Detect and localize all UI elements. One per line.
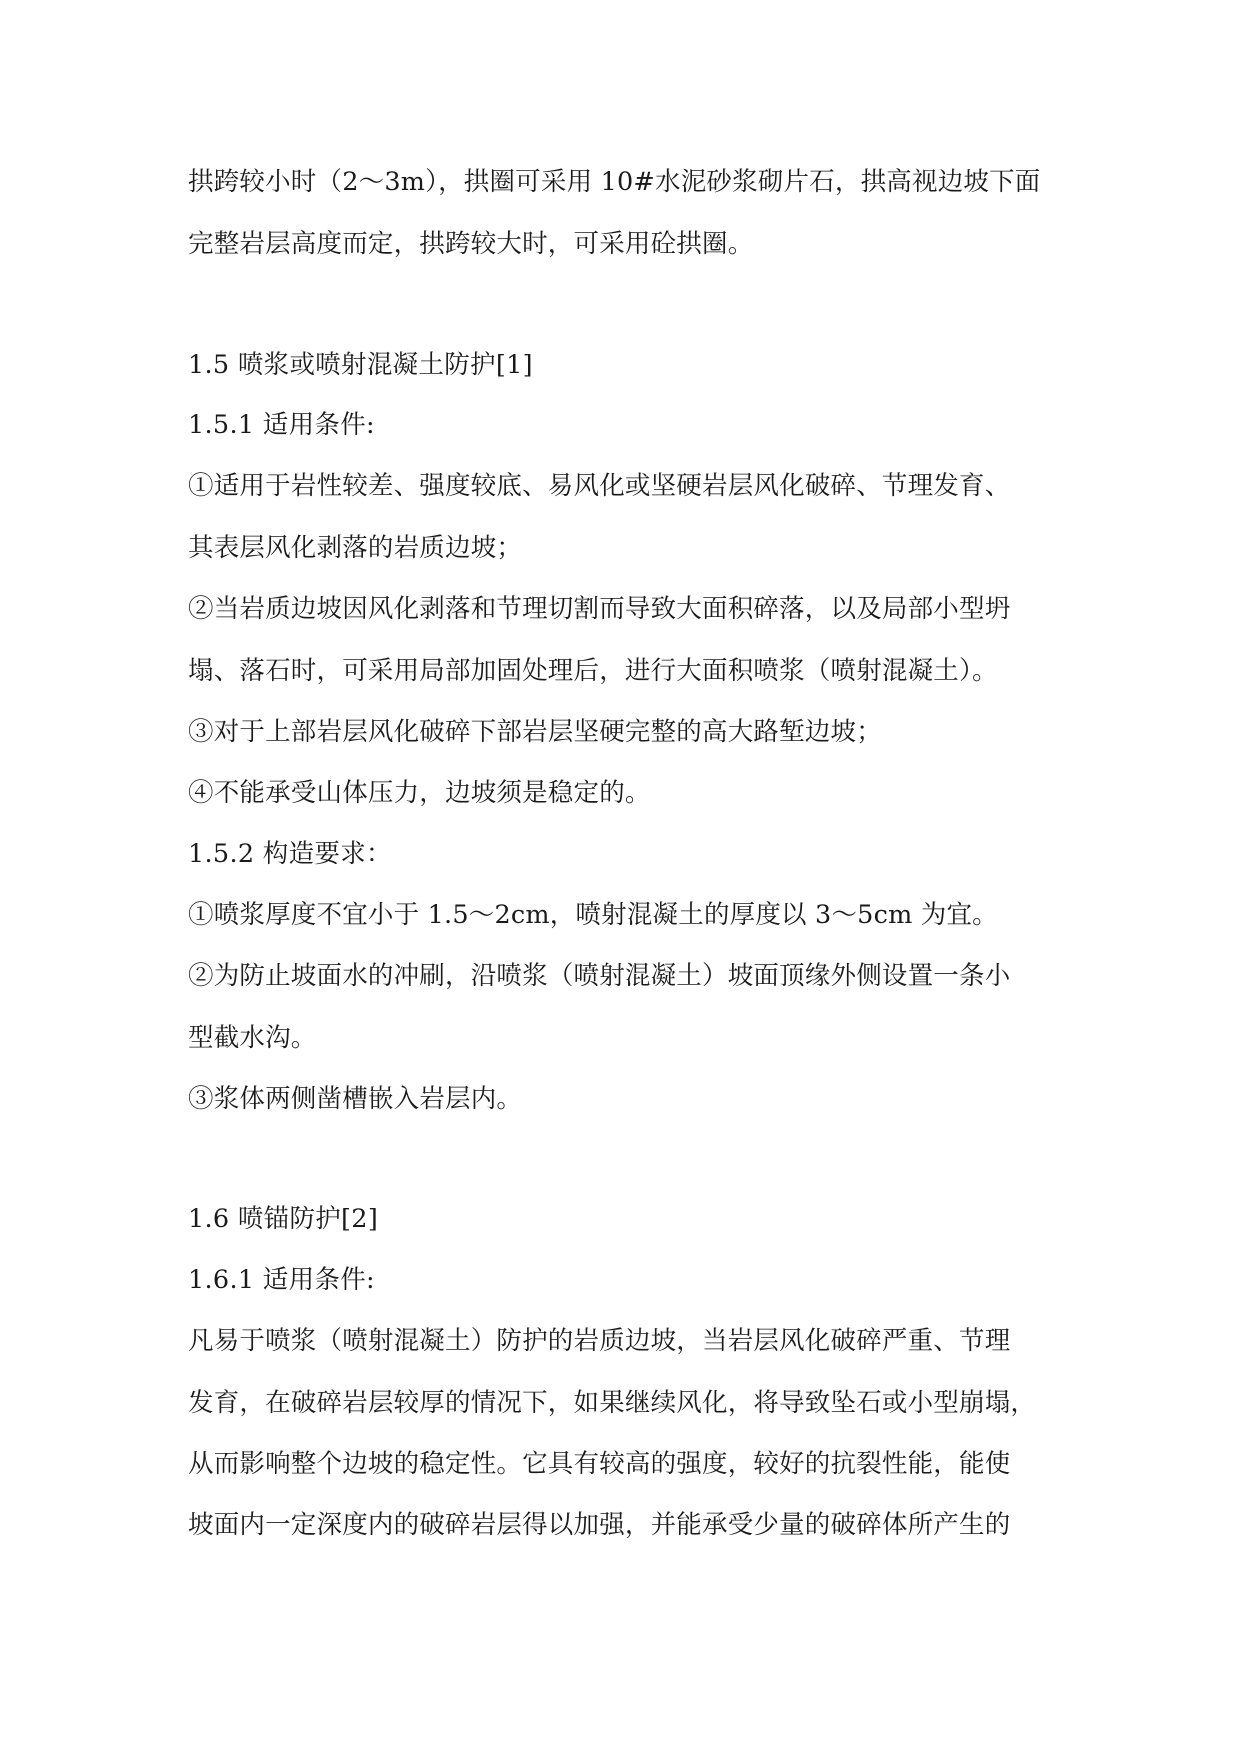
body-text-line: 完整岩层高度而定，拱跨较大时，可采用砼拱圈。 — [188, 229, 754, 259]
subsection-heading-1-5-2: 1.5.2 构造要求： — [188, 839, 392, 869]
section-heading-1-6: 1.6 喷锚防护[2] — [188, 1204, 379, 1234]
list-item: ②为防止坡面水的冲刷，沿喷浆（喷射混凝土）坡面顶缘外侧设置一条小 — [188, 961, 1011, 991]
body-text-line: 型截水沟。 — [188, 1023, 317, 1053]
subsection-heading-1-6-1: 1.6.1 适用条件: — [188, 1265, 375, 1295]
body-text-line: 其表层风化剥落的岩质边坡； — [188, 533, 523, 563]
body-text-line: 凡易于喷浆（喷射混凝土）防护的岩质边坡，当岩层风化破碎严重、节理 — [188, 1326, 1011, 1356]
subsection-heading-1-5-1: 1.5.1 适用条件: — [188, 410, 375, 440]
list-item: ①喷浆厚度不宜小于 1.5～2cm，喷射混凝土的厚度以 3～5cm 为宜。 — [188, 900, 998, 930]
body-text-line: 发育，在破碎岩层较厚的情况下，如果继续风化，将导致坠石或小型崩塌， — [188, 1388, 1037, 1418]
body-text-line: 塌、落石时，可采用局部加固处理后，进行大面积喷浆（喷射混凝土）。 — [188, 656, 998, 686]
section-heading-1-5: 1.5 喷浆或喷射混凝土防护[1] — [188, 350, 533, 380]
list-item: ③对于上部岩层风化破碎下部岩层坚硬完整的高大路堑边坡； — [188, 717, 882, 747]
list-item: ②当岩质边坡因风化剥落和节理切割而导致大面积碎落，以及局部小型坍 — [188, 594, 1011, 624]
list-item: ①适用于岩性较差、强度较底、易风化或坚硬岩层风化破碎、节理发育、 — [188, 471, 1011, 501]
body-text-line: 坡面内一定深度内的破碎岩层得以加强，并能承受少量的破碎体所产生的 — [188, 1510, 1011, 1540]
list-item: ④不能承受山体压力，边坡须是稳定的。 — [188, 778, 651, 808]
body-text-line: 拱跨较小时（2～3m），拱圈可采用 10#水泥砂浆砌片石，拱高视边坡下面 — [188, 167, 1041, 197]
body-text-line: 从而影响整个边坡的稳定性。它具有较高的强度，较好的抗裂性能，能使 — [188, 1449, 1011, 1479]
list-item: ③浆体两侧凿槽嵌入岩层内。 — [188, 1084, 523, 1114]
